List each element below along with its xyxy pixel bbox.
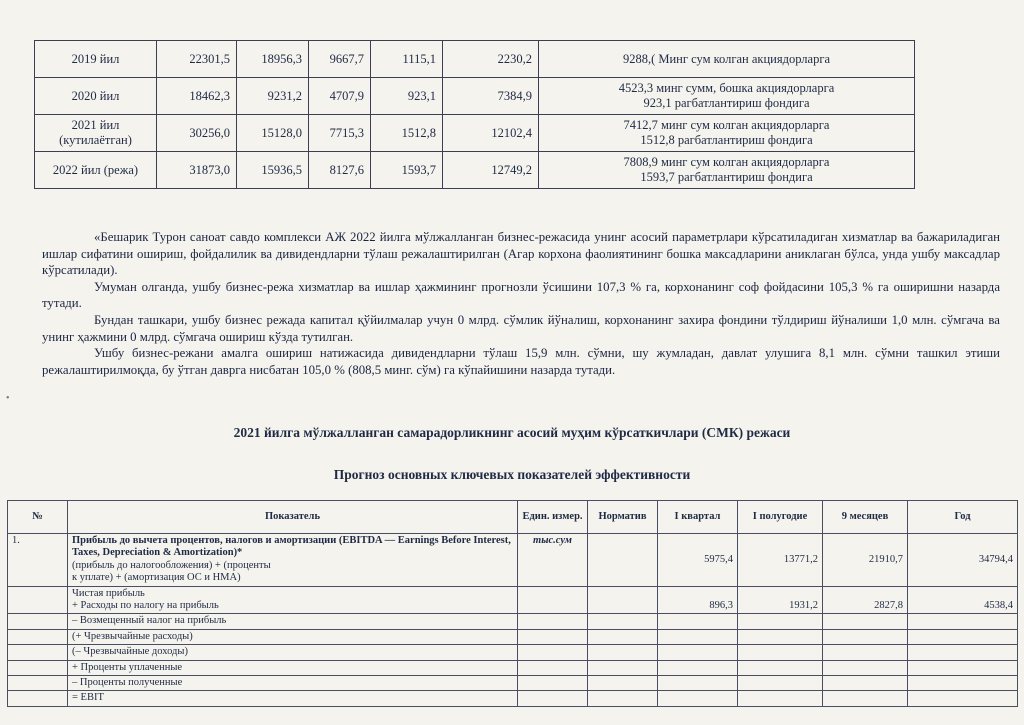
unit-cell xyxy=(518,586,588,614)
empty-cell xyxy=(908,614,1018,629)
empty-cell xyxy=(823,629,908,644)
col-header-q1: I квартал xyxy=(658,501,738,534)
empty-cell xyxy=(823,691,908,706)
indicator-formula-line: к уплате) + (амортизация ОС и НМА) xyxy=(72,572,241,584)
kpi-sub-row xyxy=(8,691,1018,706)
empty-cell xyxy=(588,660,658,675)
paragraph: Умуман олганда, ушбу бизнес-режа хизматлар ва ишлар ҳажмининг прогнозли ўсишини 107,3 % га, корхонанинг соф фойдасини 105,3 % га оширишни назарда тутади. xyxy=(42,279,1000,311)
empty-cell xyxy=(658,676,738,691)
dividend-row xyxy=(35,78,915,115)
value-cell: 18462,3 xyxy=(157,78,237,115)
empty-cell xyxy=(588,629,658,644)
empty-cell xyxy=(738,676,823,691)
m9-value: 2827,8 xyxy=(823,586,908,614)
empty-cell xyxy=(823,660,908,675)
dividend-row xyxy=(35,152,915,189)
empty-cell xyxy=(518,660,588,675)
m9-value: 21910,7 xyxy=(823,534,908,587)
empty-cell xyxy=(908,660,1018,675)
indicator-formula-line: (прибыль до налогообложения) + (проценты xyxy=(72,559,271,571)
kpi-header-row xyxy=(8,501,1018,534)
norm-cell xyxy=(588,534,658,587)
kpi-heading-uzbek: 2021 йилга мўлжалланган самарадорликнинг асосий муҳим кўрсаткичлари (СМК) режаси xyxy=(233,425,791,440)
col-header-year: Год xyxy=(908,501,1018,534)
business-plan-text xyxy=(42,229,1000,378)
empty-cell xyxy=(518,691,588,706)
empty-cell xyxy=(8,676,68,691)
value-cell: 12749,2 xyxy=(443,152,539,189)
kpi-row-ebitda xyxy=(8,534,1018,587)
empty-cell xyxy=(588,676,658,691)
row-number xyxy=(8,586,68,614)
q1-value: 896,3 xyxy=(658,586,738,614)
empty-cell xyxy=(823,676,908,691)
q1-value: 5975,4 xyxy=(658,534,738,587)
note-line: 7412,7 минг сум колган акциядорларга xyxy=(623,118,830,132)
value-cell: 22301,5 xyxy=(157,41,237,78)
note-line: 1593,7 рагбатлантириш фондига xyxy=(640,170,813,184)
year-cell: 2019 йил xyxy=(35,41,157,78)
empty-cell xyxy=(518,614,588,629)
value-cell: 1512,8 xyxy=(371,115,443,152)
value-cell: 12102,4 xyxy=(443,115,539,152)
paragraph: Бундан ташкари, ушбу бизнес режада капитал қўйилмалар учун 0 млрд. сўмлик йўналиш, корхонанинг захира фондини тўлдириш йўналиши 1,0 млн. сўмгача ва унинг ҳажмини 0 млрд. сўмгача ошириш кўзда тутилган. xyxy=(42,312,1000,344)
empty-cell xyxy=(908,691,1018,706)
col-header-number: № xyxy=(8,501,68,534)
empty-cell xyxy=(908,676,1018,691)
empty-cell xyxy=(588,691,658,706)
col-header-h1: I полугодие xyxy=(738,501,823,534)
note-line: 923,1 рагбатлантириш фондига xyxy=(643,96,810,110)
empty-cell xyxy=(8,629,68,644)
indicator-cell xyxy=(68,534,518,587)
value-cell: 1115,1 xyxy=(371,41,443,78)
kpi-heading-russian: Прогноз основных ключевых показателей эффективности xyxy=(333,467,691,482)
kpi-sub-row xyxy=(8,614,1018,629)
value-cell: 1593,7 xyxy=(371,152,443,189)
h1-value: 1931,2 xyxy=(738,586,823,614)
unit-cell: тыс.сум xyxy=(518,534,588,587)
dividend-history-table xyxy=(34,40,915,189)
empty-cell xyxy=(738,691,823,706)
empty-cell xyxy=(738,614,823,629)
dividend-row xyxy=(35,41,915,78)
value-cell: 2230,2 xyxy=(443,41,539,78)
indicator-line: (– Чрезвычайные доходы) xyxy=(68,645,518,660)
paragraph: Ушбу бизнес-режани амалга ошириш натижасида дивидендларни тўлаш 15,9 млн. сўмни, шу жумладан, давлат улушига 8,1 млн. сўмни ташкил этиши режалаштирилмоқда, бу ўтган даврга нисбатан 105,0 % (808,5 минг. сўм) га кўпайишини назарда тутади. xyxy=(42,346,1000,377)
empty-cell xyxy=(588,645,658,660)
empty-cell xyxy=(738,660,823,675)
paragraph: «Бешарик Турон саноат савдо комплекси АЖ 2022 йилга мўлжалланган бизнес-режасида унинг асосий параметрлари кўрсатиладиган хизматлар ва бажариладиган ишлар сифатини ошириш, фойдалилик ва дивидендларни тўлаш режалаштирилган (Агар корхона фаолиятининг бошка максадларини аниклаган бўлса, унда ушбу максадлар кўрсатилади). xyxy=(42,230,1000,278)
value-cell: 4707,9 xyxy=(309,78,371,115)
value-cell: 31873,0 xyxy=(157,152,237,189)
value-cell: 8127,6 xyxy=(309,152,371,189)
value-cell: 15936,5 xyxy=(237,152,309,189)
value-cell: 9667,7 xyxy=(309,41,371,78)
distribution-note xyxy=(539,115,915,152)
empty-cell xyxy=(518,645,588,660)
empty-cell xyxy=(658,629,738,644)
col-header-norm: Норматив xyxy=(588,501,658,534)
note-line: 1512,8 рагбатлантириш фондига xyxy=(640,133,813,147)
indicator-line: Чистая прибыль xyxy=(72,587,145,599)
empty-cell xyxy=(658,691,738,706)
empty-cell xyxy=(8,645,68,660)
value-cell: 9231,2 xyxy=(237,78,309,115)
empty-cell xyxy=(738,629,823,644)
note-line: 4523,3 минг сумм, бошка акциядорларга xyxy=(618,81,835,95)
empty-cell xyxy=(658,645,738,660)
indicator-line: – Проценты полученные xyxy=(68,676,518,691)
col-header-indicator: Показатель xyxy=(68,501,518,534)
empty-cell xyxy=(588,614,658,629)
year-cell: 2021 йил (кутилаётган) xyxy=(35,115,157,152)
empty-cell xyxy=(658,660,738,675)
empty-cell xyxy=(518,629,588,644)
value-cell: 923,1 xyxy=(371,78,443,115)
year-cell: 2022 йил (режа) xyxy=(35,152,157,189)
indicator-cell xyxy=(68,586,518,614)
scan-artifact-dot: • xyxy=(6,393,10,404)
year-value: 34794,4 xyxy=(908,534,1018,587)
year-value: 4538,4 xyxy=(908,586,1018,614)
indicator-line: + Проценты уплаченные xyxy=(68,660,518,675)
year-cell: 2020 йил xyxy=(35,78,157,115)
value-cell: 7715,3 xyxy=(309,115,371,152)
kpi-sub-row xyxy=(8,676,1018,691)
kpi-sub-row xyxy=(8,629,1018,644)
empty-cell xyxy=(8,614,68,629)
empty-cell xyxy=(823,645,908,660)
kpi-sub-row xyxy=(8,645,1018,660)
kpi-row-net-profit xyxy=(8,586,1018,614)
empty-cell xyxy=(823,614,908,629)
empty-cell xyxy=(908,645,1018,660)
indicator-line: – Возмещенный налог на прибыль xyxy=(68,614,518,629)
kpi-forecast-table xyxy=(7,500,1018,707)
indicator-title: Прибыль до вычета процентов, налогов и амортизации (EBITDA — Earnings Before Interest, Taxes, Depreciation & Amortization)* xyxy=(72,535,511,559)
empty-cell xyxy=(518,676,588,691)
norm-cell xyxy=(588,586,658,614)
distribution-note xyxy=(539,41,915,78)
h1-value: 13771,2 xyxy=(738,534,823,587)
empty-cell xyxy=(738,645,823,660)
value-cell: 7384,9 xyxy=(443,78,539,115)
note-line: 9288,( Минг сум колган акциядорларга xyxy=(622,51,831,66)
empty-cell xyxy=(8,660,68,675)
empty-cell xyxy=(8,691,68,706)
value-cell: 15128,0 xyxy=(237,115,309,152)
note-line: 7808,9 минг сум колган акциядорларга xyxy=(623,155,830,169)
row-number: 1. xyxy=(8,534,68,587)
dividend-row xyxy=(35,115,915,152)
value-cell: 18956,3 xyxy=(237,41,309,78)
indicator-line: = EBIT xyxy=(68,691,518,706)
distribution-note xyxy=(539,152,915,189)
col-header-unit: Един. измер. xyxy=(518,501,588,534)
empty-cell xyxy=(908,629,1018,644)
indicator-line: (+ Чрезвычайные расходы) xyxy=(68,629,518,644)
col-header-9m: 9 месяцев xyxy=(823,501,908,534)
empty-cell xyxy=(658,614,738,629)
value-cell: 30256,0 xyxy=(157,115,237,152)
distribution-note xyxy=(539,78,915,115)
kpi-sub-row xyxy=(8,660,1018,675)
indicator-line: + Расходы по налогу на прибыль xyxy=(72,600,219,612)
